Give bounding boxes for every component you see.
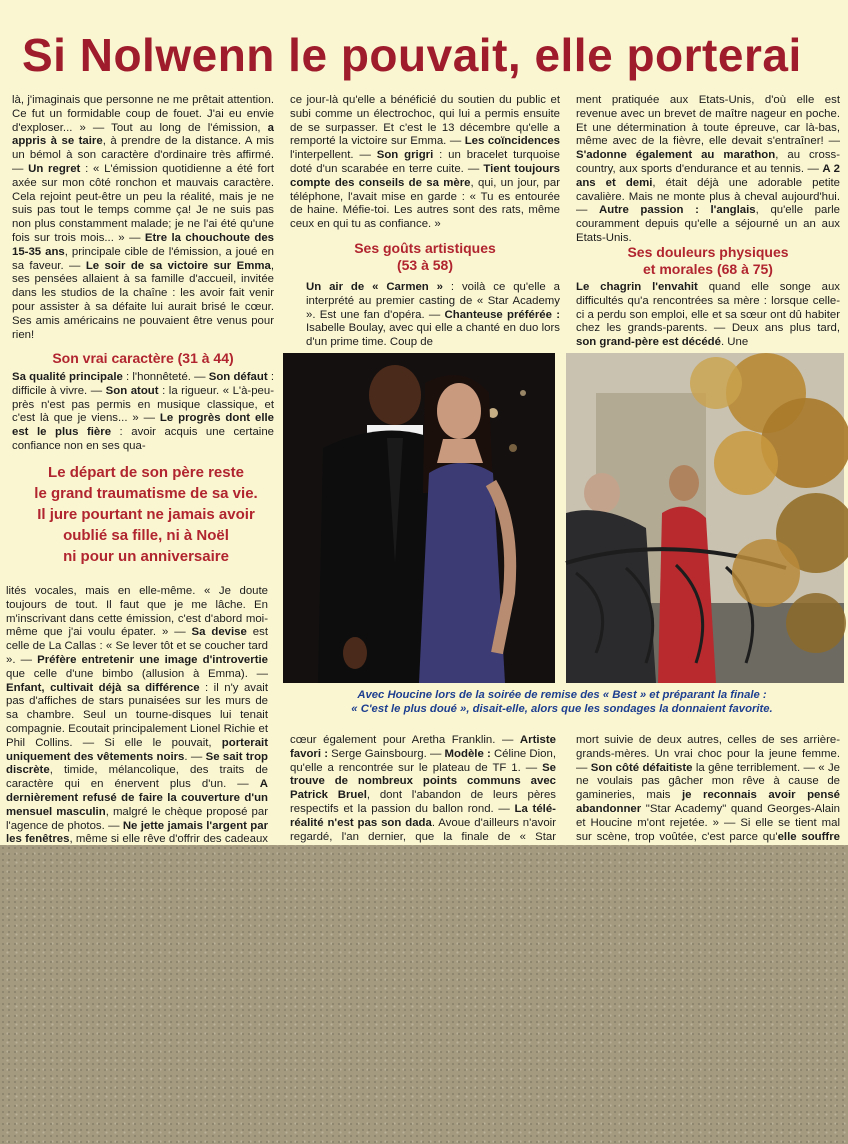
photo-rehearsal-image [566, 353, 844, 683]
paragraph: Le chagrin l'envahit quand elle songe aux difficultés qu'a rencontrées sa mère : lorsque celle-ci a perdu son emploi, elle et sa sœur ont dû habiter chez les grands-parents. — Deux ans plus tard, son grand-père est décédé. Une [576, 281, 841, 349]
paragraph: ce jour-là qu'elle a bénéficié du soutien du public et subi comme un électrochoc, qui lui a permis ensuite de se surpasser. Et c'est le 13 décembre qu'elle a remporté la victoire sur Emma. — Les coïncidences l'interpellent. — Son grigri : un bracelet turquoise doté d'un scarabée en terre cuite. — Tient toujours compte des conseils de sa mère, qui, un jour, par téléphone, l'avait mise en garde : « Tu es entourée de haine. Méfie-toi. Les autres sont des rats, même ceux en qui tu as confiance. » [290, 94, 560, 231]
column-3-top [576, 94, 840, 244]
photo-rehearsal [566, 353, 844, 683]
scan-noise-area [0, 845, 848, 1144]
column-2-top [290, 94, 560, 234]
subheading-son-vrai-caractere: Son vrai caractère (31 à 44) [52, 350, 234, 366]
paragraph: mort suivie de deux autres, celles de ses arrière-grands-mères. Un vrai choc pour la jeune femme. — Son côté défaitiste la gêne terriblement. — « Je ne voulais pas gâcher mon rêve à cause de gamineries, mais je reconnais avoir pensé abandonner "Star Academy" quand Georges-Alain et Houcine m'ont rejetée. » — Si elle se tient mal sur scène, trop voûtée, c'est parce qu'elle souffre [576, 734, 841, 843]
paragraph: ment pratiquée aux Etats-Unis, d'où elle est revenue avec un brevet de maître nageur en poche. Et une détermination à toute épreuve, car là-bas, même avec de la fièvre, elle devait s'entraîner! — S'adonne également au marathon, au cross-country, aux sports d'endurance et au tennis. — A 2 ans et demi, était déjà une adorable petite cavalière. Mais ne monte plus à cheval aujourd'hui. — Autre passion : l'anglais, qu'elle parle couramment depuis qu'elle a séjourné un an aux Etats-Unis. [576, 94, 840, 244]
subheading-gouts-artistiques: Ses goûts artistiques (53 à 58) [354, 240, 496, 273]
photo-couple-image [283, 353, 555, 683]
paragraph: là, j'imaginais que personne ne me prêtait attention. Ce fut un formidable coup de fouet. J'ai eu envie d'exploser... » — Tout au long de l'émission, a appris à se taire, à prendre de la distance. A mis un bémol à son caractère d'ordinaire très affirmé. — Un regret : « L'émission quotidienne a été fort axée sur mon côté ronchon et mauvais caractère. Cela rejoint peut-être un peu la réalité, mais je ne suis pas tout le temps comme ça! Je ne suis pas non plus constamment malade; je ne l'ai été qu'une fois sur trois mois... » — Etre la chouchoute des 15-35 ans, principale cible de l'émission, a joué en sa faveur. — Le soir de sa victoire sur Emma, ses pensées allaient à sa famille d'accueil, invitée dans les studios de la chaîne : les avoir fait venir pour assister à sa défaite lui aurait brisé le cœur. Ses amis américains ne pouvaient être venus pour rien! [12, 94, 275, 341]
subheading-douleurs: Ses douleurs physiques et morales (68 à 75) [627, 244, 789, 277]
column-2-mid [306, 281, 560, 351]
column-2-bottom [290, 734, 556, 845]
paragraph: lités vocales, mais en elle-même. « Je doute toujours de tout. Il faut que je me lâche. En m'inscrivant dans cette émission, c'est d'abord moi-même que j'ai voulu épater. » — Sa devise est celle de La Callas : « Se lever tôt et se coucher tard ». — Préfère entretenir une image d'introvertie que celle d'une bimbo (allusion à Emma). — Enfant, cultivait déjà sa différence : il n'y avait pas d'affiches de stars punaisées sur les murs de sa chambre. Seul un tourne-disques lui tenait compagnie. Ecoutait principalement Lionel Richie et Phil Collins. — Si elle le pouvait, porterait uniquement des vêtements noirs. — Se sait trop discrète, timide, mélancolique, des traits de caractère qui en énervent plus d'un. — A dernièrement refusé de faire la couverture d'un mensuel masculin, malgré le chèque proposé par l'agence de photos. — Ne jette jamais l'argent par les fenêtres, même si elle rêve d'offrir des cadeaux [6, 585, 269, 846]
pull-quote: Le départ de son père reste le grand traumatisme de sa vie. Il jure pourtant ne jamais avoir oublié sa fille, ni à Noël ni pour un anniversaire [34, 464, 258, 565]
column-1-bottom [6, 585, 268, 845]
paragraph: Sa qualité principale : l'honnêteté. — Son défaut : difficile à vivre. — Son atout : la rigueur. « L'à-peu-près n'est pas permis en musique classique, et c'est là que je viens... » — Le progrès dont elle est le plus fière : avoir acquis une certaine confiance non en ses qua- [12, 371, 274, 452]
paragraph: Un air de « Carmen » : voilà ce qu'elle a interprété au premier casting de « Star Academy ». Est une fan d'opéra. — Chanteuse préférée : Isabelle Boulay, avec qui elle a chanté en duo lors d'un prime time. Coup de [306, 281, 561, 349]
column-3-mid [576, 281, 840, 351]
column-1-top [12, 94, 274, 344]
photo-couple [283, 353, 555, 683]
photo-caption: Avec Houcine lors de la soirée de remise des « Best » et préparant la finale : « C'est le plus doué », disait-elle, alors que les sondages la donnaient favorite. [351, 689, 773, 715]
headline: Si Nolwenn le pouvait, elle porterai [22, 29, 802, 81]
paragraph: cœur également pour Aretha Franklin. — Artiste favori : Serge Gainsbourg. — Modèle : Céline Dion, qu'elle a rencontrée sur le plateau de TF 1. — Se trouve de nombreux points communs avec Patrick Bruel, dont l'abandon de leurs pères respectifs et la passion du ballon rond. — La télé-réalité n'est pas son dada. Avoue d'ailleurs n'avoir regardé, l'an dernier, que la finale de « Star [290, 734, 557, 843]
column-1-mid [12, 371, 274, 455]
column-3-bottom [576, 734, 840, 845]
